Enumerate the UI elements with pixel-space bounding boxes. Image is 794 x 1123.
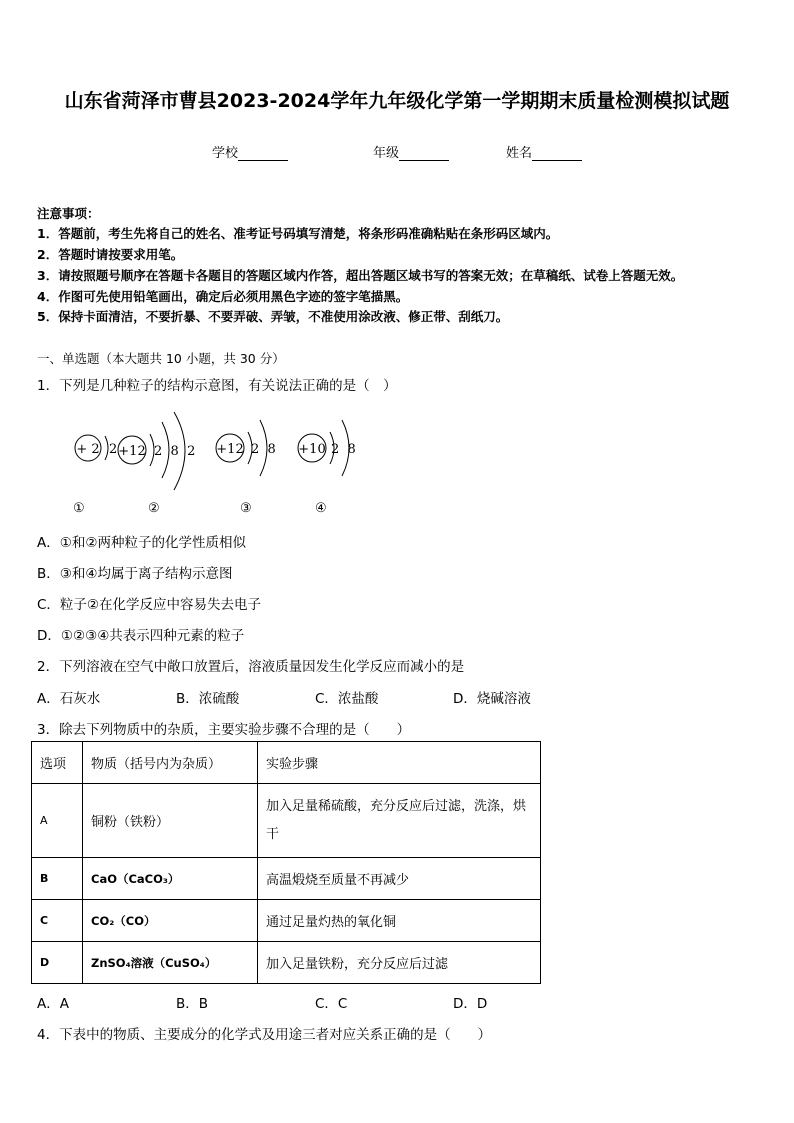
table-cell: 铜粉（铁粉） (83, 784, 258, 858)
table-cell: 加入足量稀硫酸，充分反应后过滤，洗涤，烘干 (258, 784, 541, 858)
atom-4-electrons: 2 8 (331, 442, 356, 457)
question-2-stem: 2．下列溶液在空气中敞口放置后，溶液质量因发生化学反应而减小的是 (37, 659, 465, 675)
atom-1-nucleus: + 2 (76, 442, 100, 457)
atom-1-electrons: 2 (109, 442, 118, 457)
table-header: 实验步骤 (258, 742, 541, 784)
atom-1 (73, 435, 117, 516)
name-label: 姓名 (506, 146, 533, 161)
atom-3-electrons: 2 8 (251, 442, 276, 457)
option-d[interactable]: D．烧碱溶液 (453, 691, 531, 707)
page-title: 山东省菏泽市曹县2023-2024学年九年级化学第一学期期末质量检测模拟试题 (64, 90, 730, 112)
grade-field (373, 142, 449, 161)
table-row (32, 784, 541, 858)
question-3-stem: 3．除去下列物质中的杂质，主要实验步骤不合理的是（ ） (37, 722, 411, 738)
table-cell: 高温煅烧至质量不再减少 (258, 858, 541, 900)
question-4-stem: 4．下表中的物质、主要成分的化学式及用途三者对应关系正确的是（ ） (37, 1027, 492, 1043)
table-cell: CaO（CaCO₃） (83, 858, 258, 900)
table-row (32, 942, 541, 984)
table-cell: B (32, 858, 83, 900)
option-b[interactable]: B．③和④均属于离子结构示意图 (37, 566, 233, 582)
atom-3-label: ③ (240, 501, 252, 516)
notes-heading: 注意事项： (37, 206, 100, 221)
grade-label: 年级 (373, 146, 400, 161)
name-blank[interactable] (532, 146, 582, 161)
table-header-row (32, 742, 541, 784)
table-cell: 通过足量灼热的氧化铜 (258, 900, 541, 942)
school-blank[interactable] (238, 146, 288, 161)
school-label: 学校 (212, 146, 239, 161)
option-a[interactable]: A．①和②两种粒子的化学性质相似 (37, 535, 246, 551)
option-c[interactable]: C．浓盐酸 (315, 691, 379, 707)
table-cell: A (32, 784, 83, 858)
atom-4-label: ④ (315, 501, 327, 516)
section-heading: 一、单选题（本大题共 10 小题，共 30 分） (37, 351, 285, 366)
atom-2-label: ② (148, 501, 160, 516)
atom-1-label: ① (73, 501, 85, 516)
note-item: 4．作图可先使用铅笔画出，确定后必须用黑色字迹的签字笔描黑。 (37, 289, 409, 304)
option-c[interactable]: C．粒子②在化学反应中容易失去电子 (37, 597, 262, 613)
note-item: 1．答题前，考生先将自己的姓名、准考证号码填写清楚，将条形码准确粘贴在条形码区域内。 (37, 226, 559, 241)
grade-blank[interactable] (399, 146, 449, 161)
table-row (32, 858, 541, 900)
table-header: 选项 (32, 742, 83, 784)
table-row (32, 900, 541, 942)
atom-structure-diagram (30, 398, 390, 523)
table-cell: C (32, 900, 83, 942)
option-b[interactable]: B．浓硫酸 (176, 691, 240, 707)
table-cell: D (32, 942, 83, 984)
option-a[interactable]: A．A (37, 996, 69, 1012)
atom-3-nucleus: +12 (216, 442, 244, 457)
name-field (506, 142, 582, 161)
note-item: 3．请按照题号顺序在答题卡各题目的答题区域内作答，超出答题区域书写的答案无效；在草稿纸、试卷上答题无效。 (37, 268, 684, 283)
option-d[interactable]: D．①②③④共表示四种元素的粒子 (37, 628, 245, 644)
table-cell: ZnSO₄溶液（CuSO₄） (83, 942, 258, 984)
table-header: 物质（括号内为杂质） (83, 742, 258, 784)
option-b[interactable]: B．B (176, 996, 209, 1012)
atom-4 (298, 420, 356, 516)
option-d[interactable]: D．D (453, 996, 488, 1012)
table-cell: CO₂（CO） (83, 900, 258, 942)
atom-2 (118, 412, 195, 516)
question-1-stem: 1．下列是几种粒子的结构示意图，有关说法正确的是（ ） (37, 378, 397, 394)
question-3-table (31, 741, 541, 984)
option-c[interactable]: C．C (315, 996, 348, 1012)
school-field (212, 142, 288, 161)
note-item: 5．保持卡面清洁，不要折暴、不要弄破、弄皱，不准使用涂改液、修正带、刮纸刀。 (37, 309, 509, 324)
atom-4-nucleus: +10 (298, 442, 326, 457)
atom-2-nucleus: +12 (118, 444, 146, 459)
atom-3 (216, 420, 276, 516)
atom-2-electrons: 2 8 2 (154, 444, 196, 459)
option-a[interactable]: A．石灰水 (37, 691, 101, 707)
note-item: 2．答题时请按要求用笔。 (37, 247, 184, 262)
table-cell: 加入足量铁粉，充分反应后过滤 (258, 942, 541, 984)
